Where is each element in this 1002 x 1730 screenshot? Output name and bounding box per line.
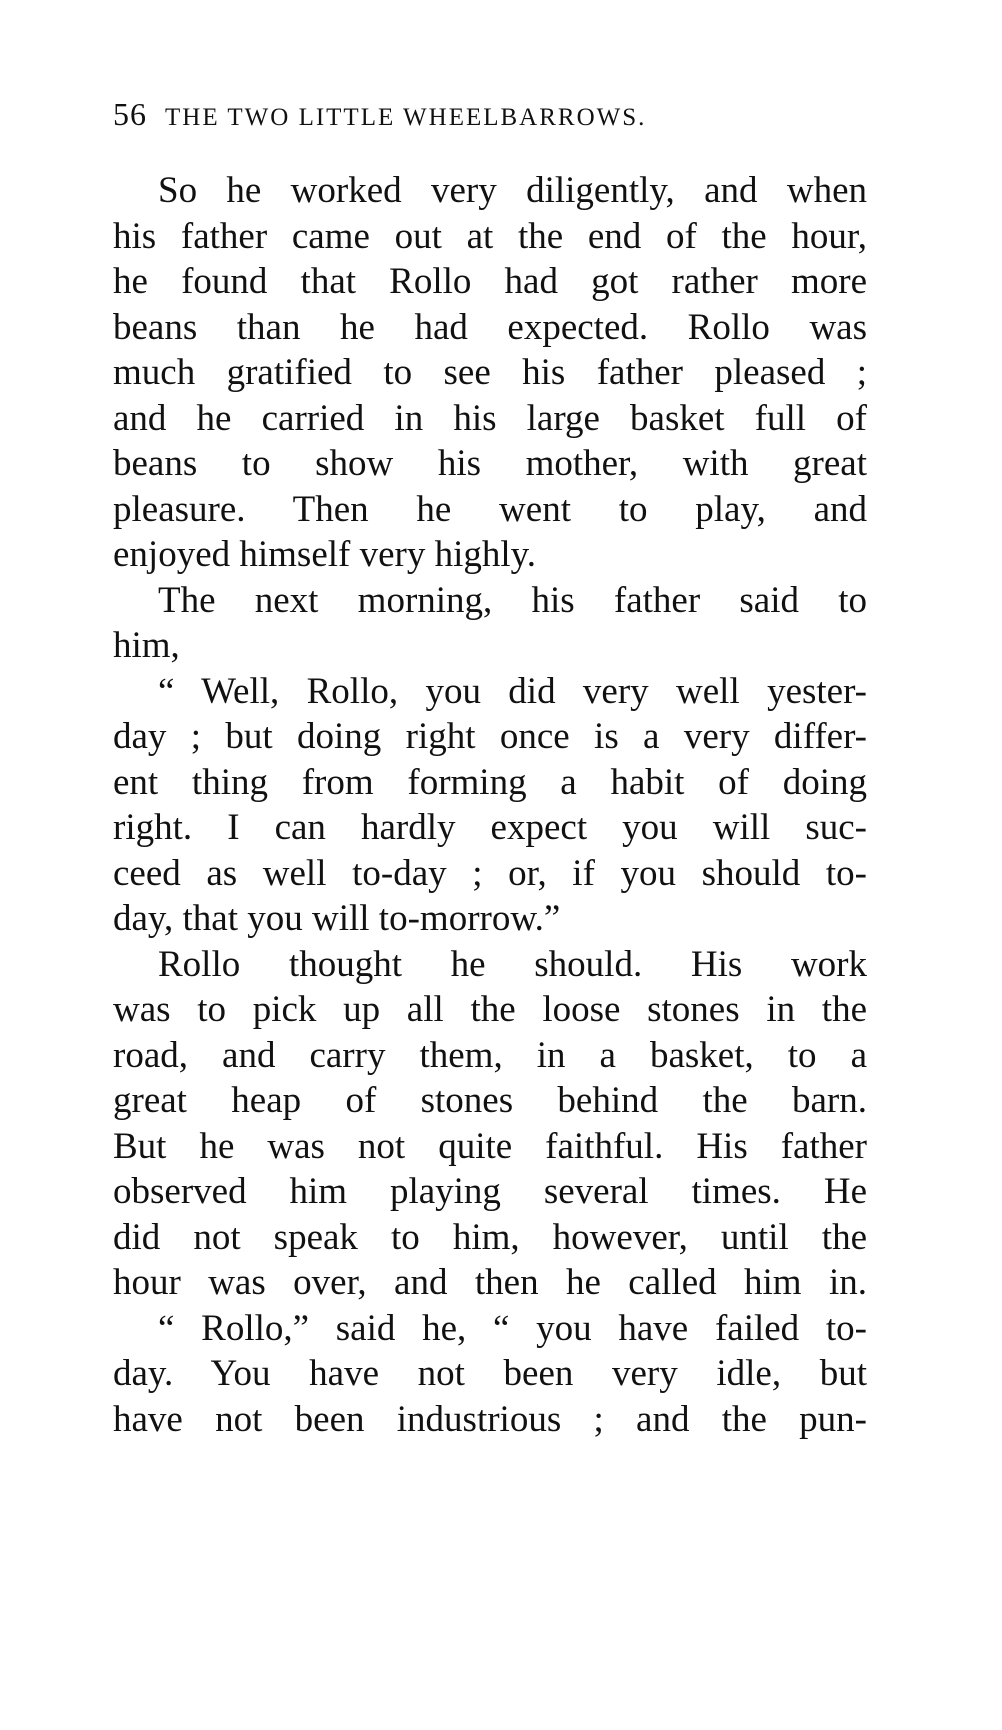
text-line: him, [113,625,180,666]
text-line: and he carried in his large basket full of [113,397,867,439]
text-line: ceed as well to-day ; or, if you should to- [113,852,867,894]
text-line: great heap of stones behind the barn. [113,1080,867,1121]
text-line: The next morning, his father said to [158,579,867,621]
text-line: day. You have not been very idle, but [113,1353,867,1394]
body-text [113,168,867,1442]
text-line: was to pick up all the loose stones in the [113,989,867,1030]
text-line: much gratified to see his father pleased ; [113,352,867,393]
text-line: did not speak to him, however, until the [113,1216,867,1258]
text-line: road, and carry them, in a basket, to a [113,1034,867,1076]
text-line: “ Well, Rollo, you did very well yester- [158,670,867,712]
text-line: pleasure. Then he went to play, and [113,488,867,530]
text-line: observed him playing several times. He [113,1171,867,1212]
text-line: ent thing from forming a habit of doing [113,761,867,803]
text-line: his father came out at the end of the hour, [113,215,867,257]
text-line: Rollo thought he should. His work [158,943,867,985]
text-line: beans than he had expected. Rollo was [113,306,867,348]
text-line: “ Rollo,” said he, “ you have failed to- [158,1307,867,1349]
page-number: 56 [113,96,147,132]
text-line: day ; but doing right once is a very differ- [113,716,867,757]
text-line: have not been industrious ; and the pun- [113,1398,867,1440]
text-line: hour was over, and then he called him in. [113,1262,867,1303]
text-line: beans to show his mother, with great [113,443,867,484]
text-line: right. I can hardly expect you will suc- [113,807,867,848]
text-line: So he worked very diligently, and when [158,170,867,211]
running-head [113,96,873,136]
text-line: But he was not quite faithful. His father [113,1125,867,1167]
text-line: day, that you will to-morrow.” [113,898,561,939]
text-line: enjoyed himself very highly. [113,534,537,575]
text-line: he found that Rollo had got rather more [113,261,867,302]
running-title: THE TWO LITTLE WHEELBARROWS. [165,104,647,131]
